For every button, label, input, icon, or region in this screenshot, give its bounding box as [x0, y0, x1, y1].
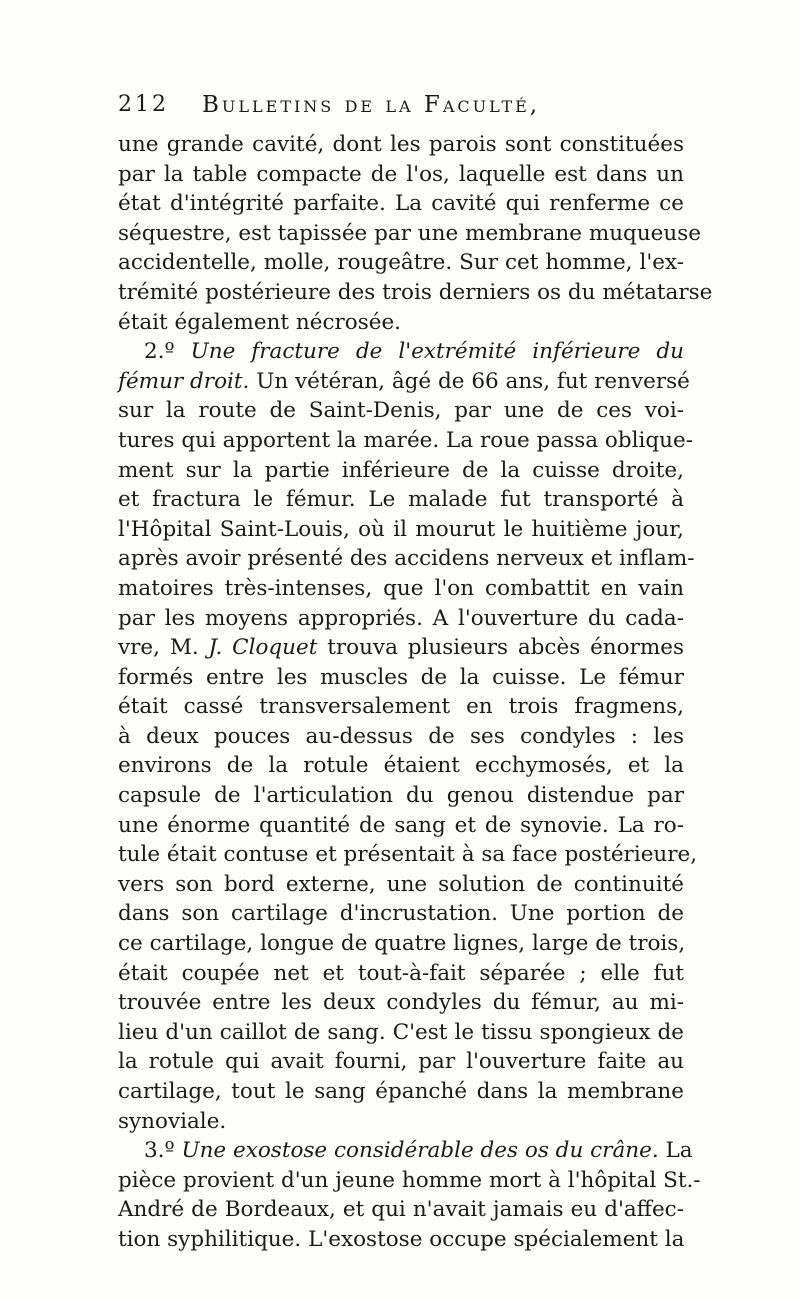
- text-line: [118, 189, 684, 219]
- running-title: Bulletins de la Faculté,: [202, 92, 541, 118]
- text-line: [118, 929, 684, 959]
- text-segment: cartilage, tout le sang épanché dans la membrane: [118, 1079, 684, 1104]
- text-line: [118, 899, 684, 929]
- text-line: [118, 248, 684, 278]
- body-text: [118, 130, 713, 1255]
- text-line: [118, 485, 684, 515]
- text-segment: environs de la rotule étaient ecchymosés, et la: [118, 753, 684, 779]
- italic-text: fémur droit.: [118, 368, 250, 394]
- text-segment: la rotule qui avait fourni, par l'ouverture faite au: [118, 1049, 684, 1075]
- text-line: [118, 1018, 684, 1048]
- text-segment: par la table compacte de l'os, laquelle est dans un: [118, 161, 684, 187]
- text-line: [118, 160, 684, 190]
- text-segment: capsule de l'articulation du genou distendue par: [118, 783, 684, 809]
- italic-text: J. Cloquet: [208, 635, 318, 661]
- page-number: 212: [118, 92, 169, 117]
- text-line: [118, 1077, 684, 1107]
- text-segment: à deux pouces au-dessus de ses condyles : les: [118, 723, 684, 749]
- text-segment: tion syphilitique. L'exostose occupe spécialement la: [118, 1226, 685, 1252]
- text-segment: ce cartilage, longue de quatre lignes, large de trois,: [118, 931, 686, 957]
- text-line: [118, 130, 684, 160]
- text-segment: accidentelle, molle, rougeâtre. Sur cet homme, l'ex-: [118, 250, 684, 276]
- text-segment: 2.º: [144, 339, 191, 365]
- text-segment: matoires très-intenses, que l'on combattit en vain: [118, 575, 684, 601]
- text-line: [118, 1166, 701, 1196]
- text-line: [118, 633, 684, 663]
- text-line: [118, 337, 684, 367]
- text-line: [118, 988, 684, 1018]
- text-line: [118, 1047, 684, 1077]
- text-segment: Un vétéran, âgé de 66 ans, fut renversé: [249, 368, 690, 394]
- text-line: [118, 1195, 684, 1225]
- text-segment: séquestre, est tapissée par une membrane muqueuse: [118, 220, 701, 246]
- page-header: [118, 92, 678, 132]
- text-segment: trémité postérieure des trois derniers os du métatarse: [118, 279, 713, 305]
- text-segment: lieu d'un caillot de sang. C'est le tissu spongieux de: [118, 1019, 684, 1045]
- text-line: [118, 278, 713, 308]
- text-segment: par les moyens appropriés. A l'ouverture du cada-: [118, 605, 684, 631]
- text-line: [118, 811, 684, 841]
- text-segment: formés entre les muscles de la cuisse. Le fémur: [118, 664, 684, 690]
- text-line: [118, 692, 684, 722]
- text-segment: était également nécrosée.: [118, 309, 402, 335]
- text-segment: dans son cartilage d'incrustation. Une portion de: [118, 901, 684, 927]
- text-segment: pièce provient d'un jeune homme mort à l'hôpital St.-: [118, 1167, 701, 1193]
- text-segment: vre, M.: [118, 635, 209, 661]
- text-segment: trouvée entre les deux condyles du fémur, au mi-: [118, 990, 684, 1016]
- text-line: [118, 308, 684, 338]
- text-segment: une énorme quantité de sang et de synovie. La ro-: [118, 812, 684, 838]
- text-line: [118, 870, 684, 900]
- text-segment: trouva plusieurs abcès énormes: [317, 635, 685, 661]
- text-segment: était cassé transversalement en trois fragmens,: [118, 694, 684, 720]
- text-segment: tule était contuse et présentait à sa face postérieure,: [118, 842, 698, 868]
- text-segment: et fractura le fémur. Le malade fut transporté à: [118, 487, 684, 513]
- italic-text: Une fracture de l'extrémité inférieure du: [190, 339, 684, 365]
- text-line: [118, 515, 684, 545]
- text-line: [118, 456, 684, 486]
- text-line: [118, 1225, 684, 1255]
- text-segment: synoviale.: [118, 1108, 227, 1134]
- text-line: [118, 219, 701, 249]
- text-line: [118, 722, 684, 752]
- text-segment: état d'intégrité parfaite. La cavité qui renferme ce: [118, 191, 684, 217]
- text-line: [118, 840, 698, 870]
- text-line: [118, 751, 684, 781]
- text-line: [118, 574, 684, 604]
- text-segment: 3.º: [144, 1138, 182, 1164]
- text-line: [118, 604, 684, 634]
- text-segment: l'Hôpital Saint-Louis, où il mourut le huitième jour,: [118, 516, 684, 542]
- text-segment: était coupée net et tout-à-fait séparée ; elle fut: [118, 960, 684, 986]
- text-segment: La: [658, 1138, 693, 1164]
- text-line: [118, 959, 684, 989]
- text-line: [118, 1136, 693, 1166]
- text-segment: après avoir présenté des accidens nerveux et inflam-: [118, 546, 695, 572]
- text-segment: sur la route de Saint-Denis, par une de ces voi-: [118, 398, 684, 424]
- text-segment: André de Bordeaux, et qui n'avait jamais eu d'affec-: [118, 1197, 684, 1223]
- text-line: [118, 544, 695, 574]
- text-line: [118, 396, 684, 426]
- text-segment: vers son bord externe, une solution de continuité: [118, 871, 684, 897]
- text-segment: ment sur la partie inférieure de la cuisse droite,: [118, 457, 684, 483]
- text-line: [118, 781, 684, 811]
- text-segment: une grande cavité, dont les parois sont constituées: [118, 132, 684, 157]
- text-line: [118, 1107, 684, 1137]
- text-line: [118, 426, 693, 456]
- text-line: [118, 367, 690, 397]
- text-segment: tures qui apportent la marée. La roue passa oblique-: [118, 427, 693, 453]
- italic-text: Une exostose considérable des os du crâne.: [181, 1138, 659, 1164]
- text-line: [118, 663, 684, 693]
